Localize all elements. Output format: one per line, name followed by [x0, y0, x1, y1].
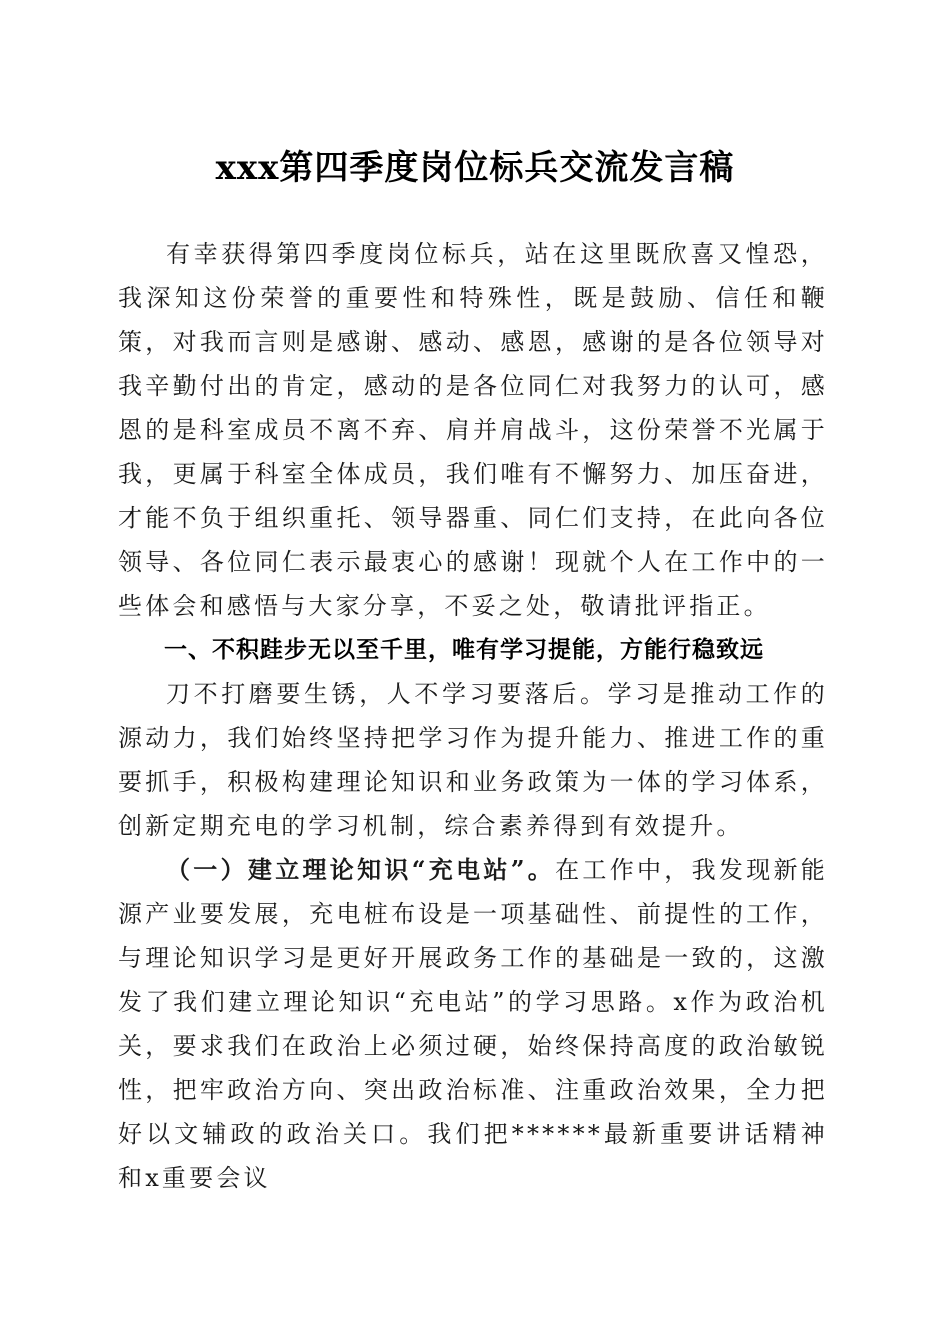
document-body [118, 232, 828, 1200]
subsection-1-paragraph [118, 848, 828, 1200]
subsection-1-heading: （一）建立理论知识“充电站”。 [166, 855, 556, 884]
subsection-1-text: 在工作中，我发现新能源产业要发展，充电桩布设是一项基础性、前提性的工作，与理论知识学习是更好开展政务工作的基础是一致的，这激发了我们建立理论知识“充电站”的学习思路。x作为政治机关，要求我们在政治上必须过硬，始终保持高度的政治敏锐性，把牢政治方向、突出政治标准、注重政治效果，全力把好以文辅政的政治关口。我们把******最新重要讲话精神和x重要会议 [118, 856, 829, 1192]
section-heading-1: 一、不积跬步无以至千里，唯有学习提能，方能行稳致远 [164, 637, 764, 663]
section-1-paragraph: 刀不打磨要生锈，人不学习要落后。学习是推动工作的源动力，我们始终坚持把学习作为提升能力、推进工作的重要抓手，积极构建理论知识和业务政策为一体的学习体系，创新定期充电的学习机制，综合素养得到有效提升。 [118, 680, 828, 840]
document-title: xxx第四季度岗位标兵交流发言稿 [215, 148, 735, 188]
intro-paragraph: 有幸获得第四季度岗位标兵，站在这里既欣喜又惶恐，我深知这份荣誉的重要性和特殊性，既是鼓励、信任和鞭策，对我而言则是感谢、感动、感恩，感谢的是各位领导对我辛勤付出的肯定，感动的是各位同仁对我努力的认可，感恩的是科室成员不离不弃、肩并肩战斗，这份荣誉不光属于我，更属于科室全体成员，我们唯有不懈努力、加压奋进，才能不负于组织重托、领导器重、同仁们支持，在此向各位领导、各位同仁表示最衷心的感谢！现就个人在工作中的一些体会和感悟与大家分享，不妥之处，敬请批评指正。 [118, 240, 828, 620]
